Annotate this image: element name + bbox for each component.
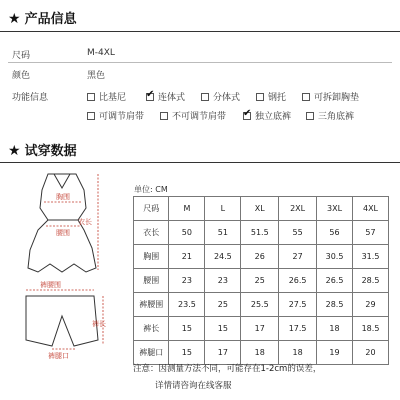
table-header-cell: 4XL [353,197,389,221]
table-cell: 27.5 [279,293,317,317]
table-header-cell: 2XL [279,197,317,221]
option-triangle-bottom: 三角底裤 [306,109,354,122]
checkbox-icon [87,112,95,120]
option-non-adjustable-strap: 不可调节肩带 [160,109,226,122]
pants-hem-label: 裤腿口 [48,352,69,360]
table-cell: 51 [205,221,241,245]
table-row [134,221,389,245]
table-cell: 18 [317,317,353,341]
table-cell: 18.5 [353,317,389,341]
table-cell: 21 [169,245,205,269]
table-row-label: 胸围 [134,245,169,269]
color-label: 颜色 [12,71,31,81]
table-row-label: 裤腰围 [134,293,169,317]
table-cell: 29 [353,293,389,317]
divider [8,62,392,63]
table-cell: 25 [205,293,241,317]
table-cell: 15 [169,341,205,365]
table-row [134,293,389,317]
table-row-label: 腰围 [134,269,169,293]
table-cell: 26 [241,245,279,269]
table-cell: 55 [279,221,317,245]
star-icon: ★ [8,143,21,159]
checkbox-icon [256,93,264,101]
try-on-title: ★ 试穿数据 [8,143,77,159]
table-header-cell: 3XL [317,197,353,221]
star-icon: ★ [8,11,21,27]
waist-label: 腰围 [56,229,70,237]
table-cell: 28.5 [317,293,353,317]
table-header-row [134,197,389,221]
table-cell: 56 [317,221,353,245]
table-cell: 31.5 [353,245,389,269]
size-label: 尺码 [12,51,31,61]
table-cell: 23 [169,269,205,293]
table-row [134,269,389,293]
unit-label: 单位: CM [134,185,168,194]
table-row-label: 裤腿口 [134,341,169,365]
product-info-title: ★ 产品信息 [8,11,77,27]
table-header-cell: 尺码 [134,197,169,221]
pants-waist-label: 裤腰围 [40,281,61,289]
table-cell: 50 [169,221,205,245]
table-cell: 30.5 [317,245,353,269]
note-line-2: 详情请咨询在线客服 [155,381,232,391]
table-cell: 24.5 [205,245,241,269]
table-cell: 27 [279,245,317,269]
table-cell: 15 [205,317,241,341]
table-cell: 17 [241,317,279,341]
table-cell: 15 [169,317,205,341]
table-cell: 17 [205,341,241,365]
table-cell: 26.5 [317,269,353,293]
table-row [134,317,389,341]
size-value: M-4XL [87,48,115,58]
option-two-piece: 分体式 [201,90,240,103]
color-value: 黑色 [87,71,106,81]
option-bikini: 比基尼 [87,90,126,103]
divider [0,31,400,32]
table-cell: 28.5 [353,269,389,293]
checkbox-icon [87,93,95,101]
option-one-piece: ✔ 连体式 [146,90,185,103]
table-cell: 57 [353,221,389,245]
table-row-label: 衣长 [134,221,169,245]
table-row-label: 裤长 [134,317,169,341]
table-cell: 19 [317,341,353,365]
note-line-1: 注意：因测量方法不同，可能存在1-2cm的误差， [133,364,322,374]
table-cell: 23 [205,269,241,293]
features-label: 功能信息 [12,93,49,103]
table-header-cell: XL [241,197,279,221]
table-cell: 20 [353,341,389,365]
size-table [133,196,389,365]
checkbox-checked-icon [146,93,154,101]
table-header-cell: L [205,197,241,221]
divider [0,162,400,163]
table-header-cell: M [169,197,205,221]
swimsuit-diagram [18,168,113,360]
option-removable-pad: 可拆卸胸垫 [302,90,359,103]
checkbox-icon [306,112,314,120]
length-label: 衣长 [78,218,92,226]
table-cell: 26.5 [279,269,317,293]
table-cell: 51.5 [241,221,279,245]
shorts-outline [26,296,98,346]
table-cell: 17.5 [279,317,317,341]
option-separate-bottom: ✔ 独立底裤 [243,109,291,122]
pants-length-label: 裤长 [92,320,106,328]
option-adjustable-strap: 可调节肩带 [87,109,144,122]
option-underwire: 钢托 [256,90,286,103]
table-cell: 18 [241,341,279,365]
table-cell: 25.5 [241,293,279,317]
table-cell: 18 [279,341,317,365]
checkbox-icon [302,93,310,101]
chest-label: 胸围 [56,193,70,201]
checkbox-checked-icon [243,112,251,120]
table-row [134,245,389,269]
table-row [134,341,389,365]
checkbox-icon [201,93,209,101]
table-cell: 23.5 [169,293,205,317]
table-cell: 25 [241,269,279,293]
checkbox-icon [160,112,168,120]
